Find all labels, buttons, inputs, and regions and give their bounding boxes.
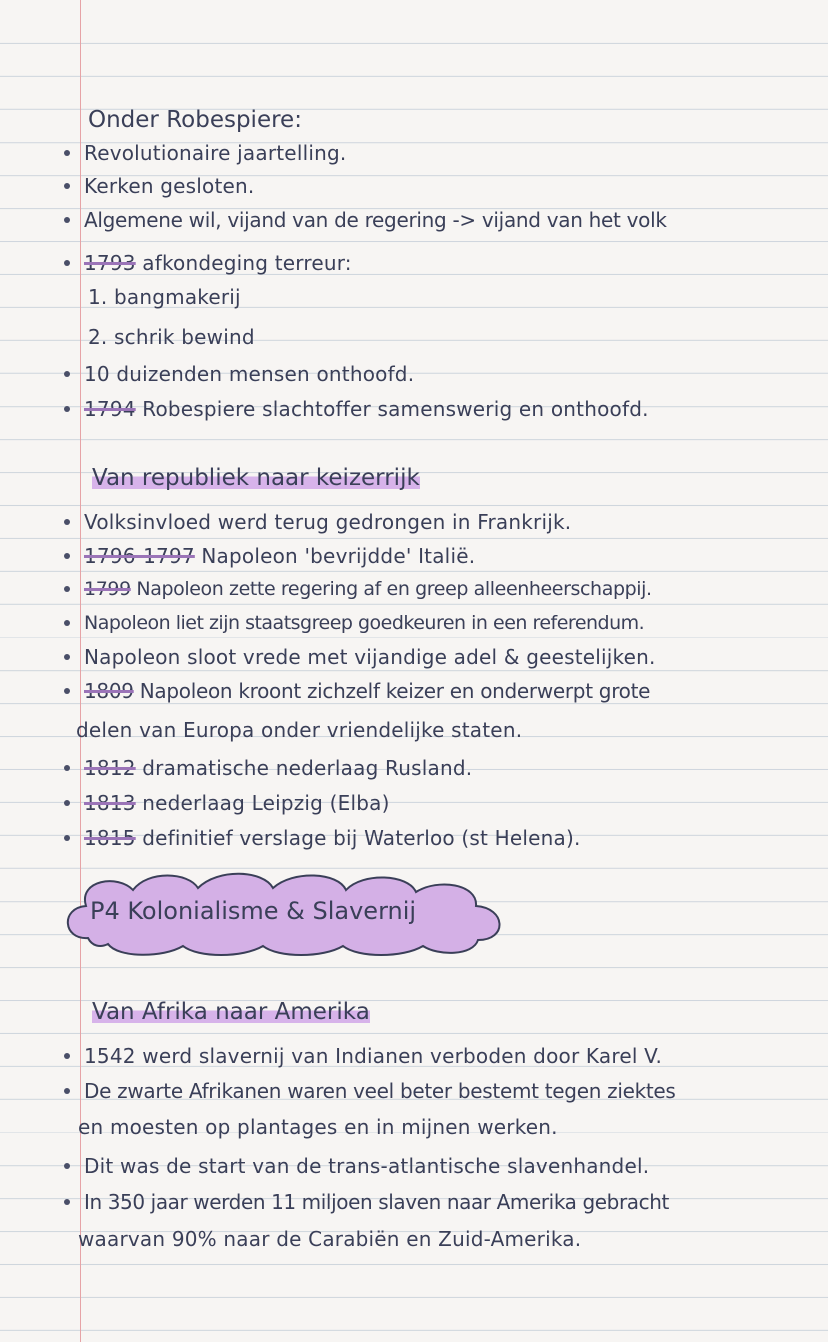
date: 1796-1797 (84, 544, 195, 568)
continuation-line: delen van Europa onder vriendelijke staten. (76, 718, 523, 742)
item-text: Napoleon kroont zichzelf keizer en onderwerpt grote (133, 679, 651, 703)
date: 1815 (84, 826, 136, 850)
bullet (64, 620, 70, 626)
list-item (84, 394, 649, 424)
list-item: Napoleon liet zijn staatsgreep goedkeuren in een referendum. (84, 612, 645, 634)
sub-item: 2. schrik bewind (88, 325, 255, 349)
date: 1809 (84, 679, 134, 703)
bullet (64, 1163, 70, 1169)
list-item: Revolutionaire jaartelling. (84, 141, 347, 165)
list-item (84, 753, 472, 783)
continuation-line: waarvan 90% naar de Carabiën en Zuid-Amerika. (78, 1227, 582, 1251)
list-item (84, 574, 652, 604)
list-item: In 350 jaar werden 11 miljoen slaven naar Amerika gebracht (84, 1190, 669, 1214)
date: 1794 (84, 397, 136, 421)
section-heading-keizerrijk (92, 462, 420, 494)
list-item: De zwarte Afrikanen waren veel beter bestemt tegen ziektes (84, 1079, 676, 1103)
date: 1793 (84, 251, 136, 275)
bullet (64, 519, 70, 525)
date: 1813 (84, 791, 136, 815)
list-item: Napoleon sloot vrede met vijandige adel & geestelijken. (84, 645, 656, 669)
bullet (64, 217, 70, 223)
bullet (64, 1199, 70, 1205)
item-text: nederlaag Leipzig (Elba) (135, 791, 390, 815)
item-text: Napoleon 'bevrijdde' Italië. (194, 544, 476, 568)
list-item (84, 676, 650, 706)
section-heading-robespiere: Onder Robespiere: (88, 107, 302, 133)
chapter-title: P4 Kolonialisme & Slavernij (90, 897, 417, 925)
date: 1799 (84, 578, 131, 600)
bullet (64, 586, 70, 592)
bullet (64, 150, 70, 156)
list-item (84, 541, 475, 571)
heading-highlight: Van Afrika naar Amerika (92, 999, 370, 1025)
bullet (64, 406, 70, 412)
list-item: Volksinvloed werd terug gedrongen in Frankrijk. (84, 510, 572, 534)
list-item (84, 823, 581, 853)
bullet (64, 553, 70, 559)
item-text: Napoleon zette regering af en greep alleenheerschappij. (130, 578, 652, 600)
bullet (64, 654, 70, 660)
list-item: Algemene wil, vijand van de regering -> vijand van het volk (84, 208, 667, 232)
date: 1812 (84, 756, 136, 780)
bullet (64, 800, 70, 806)
continuation-line: en moesten op plantages en in mijnen werken. (78, 1115, 558, 1139)
bullet (64, 1053, 70, 1059)
bullet (64, 765, 70, 771)
section-heading-afrika (92, 996, 370, 1028)
item-text: definitief verslage bij Waterloo (st Helena). (135, 826, 581, 850)
item-text: dramatische nederlaag Rusland. (135, 756, 473, 780)
bullet (64, 688, 70, 694)
bullet (64, 260, 70, 266)
list-item (84, 248, 352, 278)
list-item: 1542 werd slavernij van Indianen verboden door Karel V. (84, 1044, 663, 1068)
bullet (64, 371, 70, 377)
item-text: afkondeging terreur: (135, 251, 352, 275)
bullet (64, 835, 70, 841)
bullet (64, 183, 70, 189)
bullet (64, 1088, 70, 1094)
heading-highlight: Van republiek naar keizerrijk (92, 465, 420, 491)
list-item (84, 788, 390, 818)
list-item: Kerken gesloten. (84, 174, 255, 198)
item-text: Robespiere slachtoffer samenswerig en onthoofd. (135, 397, 649, 421)
list-item: Dit was de start van de trans-atlantische slavenhandel. (84, 1154, 650, 1178)
list-item: 10 duizenden mensen onthoofd. (84, 362, 415, 386)
sub-item: 1. bangmakerij (88, 285, 241, 309)
